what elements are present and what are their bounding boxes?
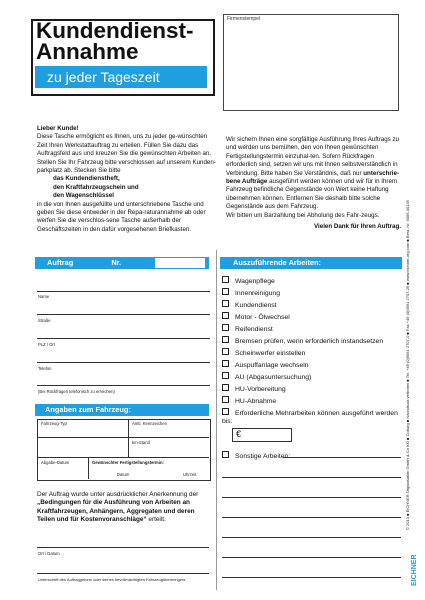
brand-logo: EICHNER [411, 554, 418, 586]
time-label: Uhrzeit [183, 472, 197, 477]
company-stamp-box [223, 14, 399, 111]
checkbox-icon[interactable] [222, 324, 229, 331]
right-text [226, 136, 401, 231]
title-line-1: Kundendienst- [36, 18, 194, 43]
check-kundendienst[interactable] [222, 300, 277, 310]
checkbox-icon[interactable] [222, 408, 229, 415]
other-work-line-4[interactable] [222, 517, 401, 518]
vehicle-col-line-2 [88, 457, 89, 479]
checkbox-icon[interactable] [222, 360, 229, 367]
signature-label: Unterschrift des Auftraggebers oder seines bevollmächtigten Fahrzeugüberbringers [38, 577, 186, 582]
side-legal-text: © 2013 ■ EICHNER Organisation GmbH & Co KG ■ Coburg ■ Nachdruck verboten ■ Tel. +49 (0)9561 2707-0 ■ Fax +49 (0)9561 2707-29 ■ www.eichner-org.com ■ Best.-Nr. 9056-00135 [405, 200, 410, 530]
check-label: Kundendienst [235, 302, 277, 309]
checkbox-icon[interactable] [222, 300, 229, 307]
check-label: Erforderliche Mehrarbeiten können ausgeführt werden bis: [222, 410, 398, 425]
other-work-line-6[interactable] [222, 557, 401, 558]
vehicle-row-line-3 [37, 457, 209, 458]
vehicle-row-line-1 [37, 437, 128, 438]
check-au[interactable] [222, 372, 311, 382]
name-label: Name [38, 294, 50, 299]
right-bold: unterschrie-bene Aufträge [226, 169, 400, 186]
terms-part-2: erteilt. [148, 516, 166, 524]
check-label: Reifendienst [235, 326, 273, 333]
check-label: Motor - Ölwechsel [235, 314, 290, 321]
place-date-label: Ort / Datum [38, 551, 60, 556]
other-work-line-5[interactable] [222, 537, 401, 538]
checkbox-icon[interactable] [222, 312, 229, 319]
check-label: Scheinwerfer einstellen [235, 350, 306, 357]
vehicle-col-line [128, 419, 129, 457]
callback-line[interactable] [37, 385, 210, 386]
callback-label: (Bei Rückfragen telefonisch zu erreichen) [38, 389, 115, 394]
other-work-line-3[interactable] [222, 497, 401, 498]
street-label: Straße [38, 318, 51, 323]
phone-label: Telefon [38, 366, 52, 371]
intro-paragraph-1: Diese Tasche ermöglicht es Ihnen, uns zu jeder ge-wünschten Zeit Ihren Werkstattauftrag zu erteilen. Füllen Sie dazu das Auftragsfeld aus und kreuzen Sie die gewünschten Arbeiten an. Stellen Sie Ihr Fahrzeug bitte verschlossen auf unserem Kunden-parkplatz ab. Stecken Sie bitte [37, 133, 216, 175]
auftrag-nr-label: Nr. [111, 258, 122, 267]
vehicle-header: Angaben zum Fahrzeug: [35, 404, 209, 416]
checkbox-icon[interactable] [222, 384, 229, 391]
checkbox-icon[interactable] [222, 372, 229, 379]
euro-sign: € [236, 429, 242, 439]
check-auspuff[interactable] [222, 360, 309, 370]
work-header: Auszuführende Arbeiten: [220, 257, 402, 269]
right-paragraph-2: ausgeführt werden können und wir für in Ihrem Fahrzeug befindliche Gegenstände von Wert keine Haftung übernehmen können. Entfernen Sie deshalb bitte solche Gegenstände aus dem Fahrzeug. [226, 178, 398, 211]
city-label: PLZ / Ort [38, 342, 55, 347]
other-work-line-2[interactable] [222, 477, 401, 478]
page-title [36, 20, 194, 62]
check-hu-vorbereitung[interactable] [222, 384, 286, 394]
terms-bold: „Bedingungen für die Ausführung von Arbeiten an Kraftfahrzeugen, Anhängern, Aggregaten und deren Teilen und für Kostenvoranschläge“ [37, 499, 195, 524]
check-bremsen[interactable] [222, 336, 383, 346]
vehicle-type-label: Fahrzeug-Typ [41, 421, 67, 426]
checkbox-icon[interactable] [222, 348, 229, 355]
thanks-text: Vielen Dank für Ihren Auftrag. [314, 223, 401, 231]
check-wagenpflege[interactable] [222, 276, 275, 286]
checkbox-icon[interactable] [222, 288, 229, 295]
vehicle-row-line-2 [128, 437, 209, 438]
check-oelwechsel[interactable] [222, 312, 290, 322]
right-paragraph-3: Wir bitten um Barzahlung bei Abholung des Fahr-zeugs. [226, 211, 380, 219]
title-line-2: Annahme [36, 39, 139, 64]
mileage-label: km-Stand [132, 440, 150, 445]
checkbox-icon[interactable] [222, 276, 229, 283]
title-subtitle: zu jeder Tageszeit [47, 69, 160, 85]
intro-item-kundendienstheft: das Kundendienstheft, [53, 175, 120, 183]
check-label: AU (Abgasuntersuchung) [235, 374, 312, 381]
check-label: Bremsen prüfen, wenn erforderlich instandsetzen [235, 338, 384, 345]
check-mehrarbeiten[interactable] [222, 408, 402, 426]
checkbox-icon[interactable] [222, 396, 229, 403]
intro-item-wagenschluessel: den Wagenschlüssel [53, 192, 114, 200]
other-work-line-1[interactable] [283, 457, 401, 458]
check-label: Innenreinigung [235, 290, 280, 297]
phone-line[interactable] [37, 362, 210, 363]
check-hu-abnahme[interactable] [222, 396, 276, 406]
dropoff-date-label: Abgabe-Datum [41, 460, 70, 465]
license-plate-label: Amtl. Kennzeichen [132, 421, 167, 426]
place-date-line[interactable] [37, 547, 209, 548]
intro-paragraph-2: in die von Ihnen ausgefüllte und unterschriebene Tasche und geben Sie diese entweder in der Repa-raturannahme ab oder werfen Sie die verschlos-sene Tasche außerhalb der Geschäftszeiten in den dafür vorgesehenen Briefkasten. [37, 200, 206, 233]
check-label: Sonstige Arbeiten: [235, 453, 291, 460]
intro-text [37, 125, 217, 234]
checkbox-icon[interactable] [222, 336, 229, 343]
date-label: Datum [117, 472, 130, 477]
column-divider [216, 250, 217, 590]
street-line[interactable] [37, 314, 210, 315]
checkbox-icon[interactable] [222, 451, 229, 458]
terms-text [37, 491, 213, 525]
check-reifendienst[interactable] [222, 324, 273, 334]
auftrag-bar [35, 257, 209, 269]
intro-item-kfz-schein: den Kraftfahrzeugschein und [53, 183, 139, 191]
right-paragraph-1: Wir sichern Ihnen eine sorgfältige Ausführung Ihres Auftrags zu und werden uns bemühen, den von Ihnen gewünschten Fertigstellungstermin einzuhal-ten. Sofern Rückfragen erforderlich sind, setzen wir uns mit Ihnen selbstverständlich in Verbindung. Bitte haben Sie Verständnis, daß nur [226, 136, 400, 177]
check-label: HU-Vorbereitung [235, 386, 286, 393]
city-line[interactable] [37, 338, 210, 339]
name-line[interactable] [37, 291, 210, 292]
other-work-line-7[interactable] [222, 577, 401, 578]
check-label: HU-Abnahme [235, 398, 277, 405]
auftrag-nr-field[interactable] [155, 258, 205, 268]
check-scheinwerfer[interactable] [222, 348, 305, 358]
auftrag-label: Auftrag [47, 258, 74, 267]
check-label: Auspuffanlage wechseln [235, 362, 309, 369]
terms-part-1: Der Auftrag wurde unter ausdrücklicher Anerkennung der [37, 491, 199, 498]
stamp-label: Firmenstempel [227, 16, 261, 22]
signature-line[interactable] [37, 573, 209, 574]
check-sonstige[interactable] [222, 451, 290, 461]
check-innenreinigung[interactable] [222, 288, 280, 298]
greeting: Lieber Kunde! [37, 125, 79, 132]
check-label: Wagenpflege [235, 278, 275, 285]
completion-date-label: Gewünschter Fertigstellungstermin: [92, 460, 164, 465]
